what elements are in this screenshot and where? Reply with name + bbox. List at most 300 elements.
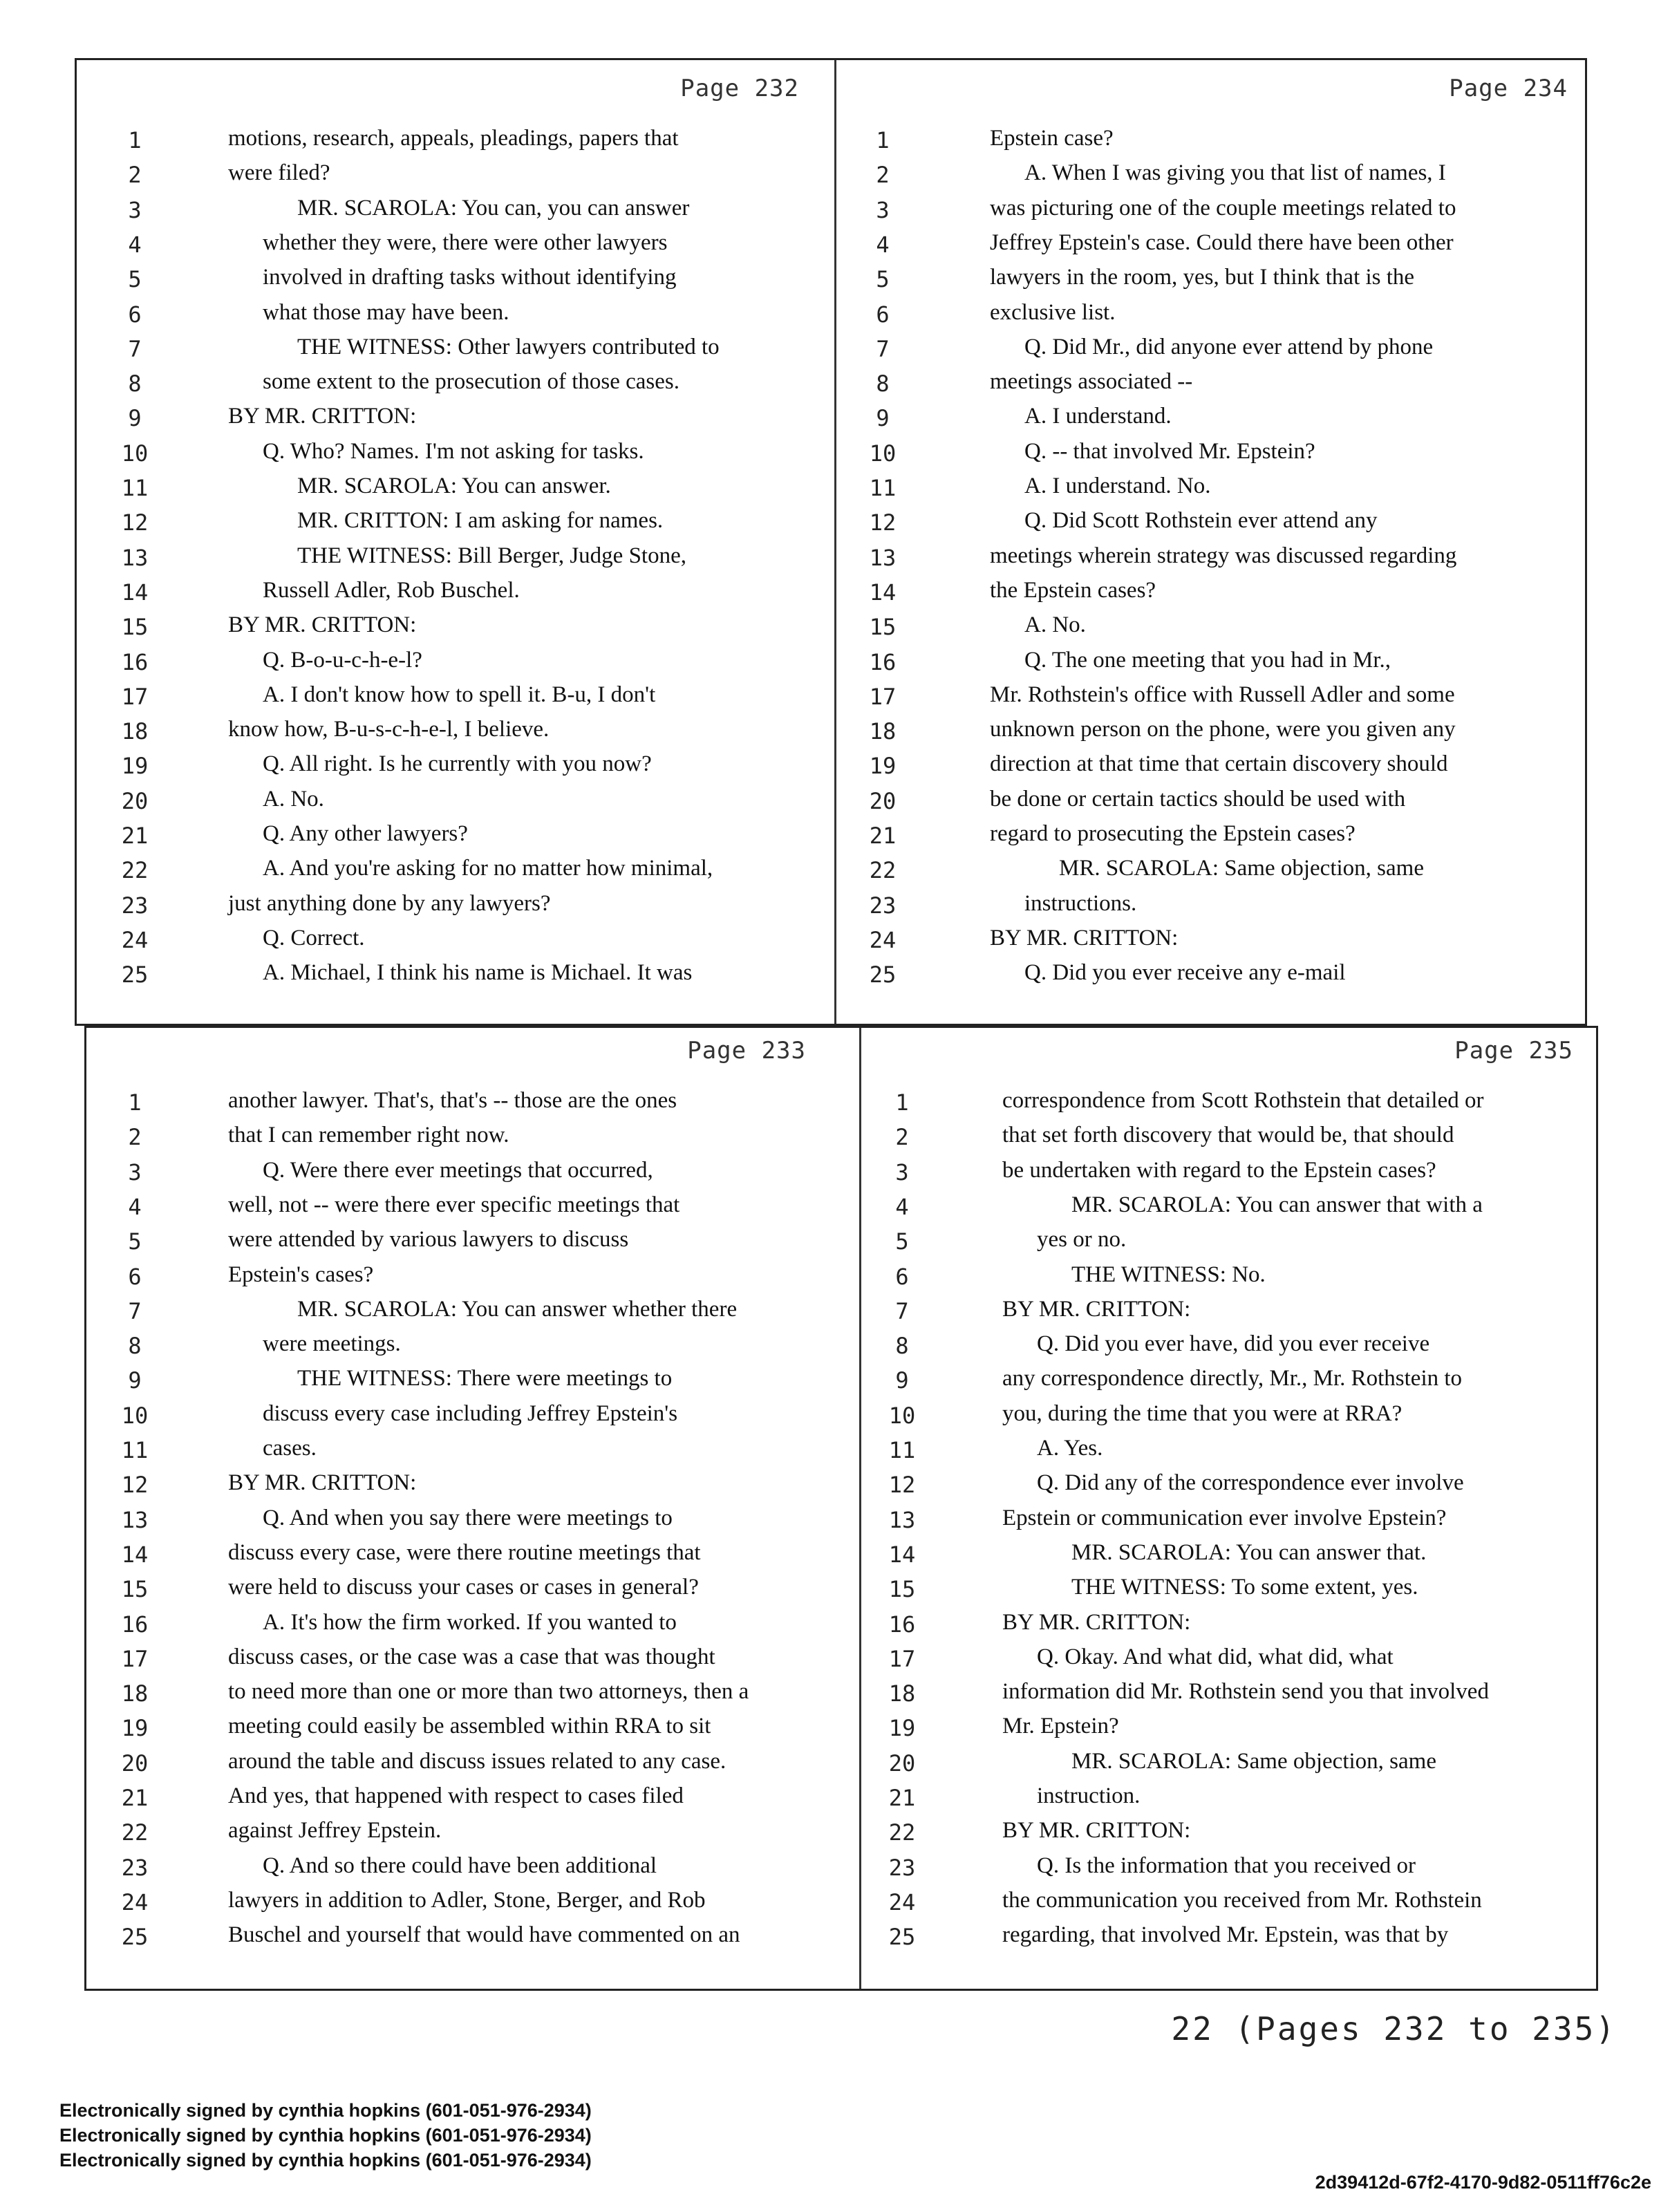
line-text: Q. Did you ever receive any e-mail bbox=[1024, 960, 1346, 986]
line-number: 23 bbox=[869, 892, 897, 919]
line-number: 7 bbox=[876, 335, 890, 362]
line-text: against Jeffrey Epstein. bbox=[228, 1818, 442, 1844]
line-text: discuss every case including Jeffrey Epstein's bbox=[263, 1400, 678, 1426]
line-text: Buschel and yourself that would have commented on an bbox=[228, 1922, 740, 1948]
line-text: unknown person on the phone, were you given any bbox=[990, 717, 1456, 742]
line-text: information did Mr. Rothstein send you that involved bbox=[1002, 1679, 1489, 1705]
transcript-line bbox=[104, 1365, 816, 1399]
line-number: 10 bbox=[888, 1402, 916, 1429]
line-number: 18 bbox=[869, 718, 897, 745]
line-number: 20 bbox=[121, 1750, 149, 1777]
transcript-line bbox=[845, 263, 1577, 298]
line-number: 16 bbox=[888, 1611, 916, 1638]
transcript-line bbox=[845, 611, 1577, 646]
line-text: direction at that time that certain discovery should bbox=[990, 751, 1448, 777]
line-number: 5 bbox=[128, 1228, 142, 1255]
transcript-line bbox=[104, 1330, 816, 1365]
line-text: what those may have been. bbox=[263, 299, 509, 325]
transcript-line bbox=[845, 681, 1577, 715]
line-number: 5 bbox=[876, 266, 890, 293]
transcript-line bbox=[864, 1295, 1583, 1330]
line-text: BY MR. CRITTON: bbox=[228, 1470, 417, 1496]
line-number: 13 bbox=[869, 544, 897, 571]
line-text: Q. All right. Is he currently with you now? bbox=[263, 751, 652, 777]
transcript-line bbox=[104, 1434, 816, 1469]
line-number: 4 bbox=[895, 1193, 909, 1220]
transcript-line bbox=[864, 1852, 1583, 1886]
transcript-line bbox=[104, 1817, 816, 1851]
transcript-line bbox=[104, 1782, 816, 1817]
line-number: 4 bbox=[876, 231, 890, 258]
line-number: 19 bbox=[888, 1715, 916, 1742]
line-number: 16 bbox=[869, 648, 897, 675]
line-number: 25 bbox=[121, 1924, 149, 1951]
line-number: 1 bbox=[128, 1089, 142, 1116]
line-number: 16 bbox=[121, 1611, 149, 1638]
line-number: 21 bbox=[121, 1785, 149, 1811]
transcript-line bbox=[864, 1712, 1583, 1747]
line-number: 9 bbox=[876, 405, 890, 432]
line-text: And yes, that happened with respect to cases filed bbox=[228, 1783, 684, 1808]
line-number: 24 bbox=[121, 1888, 149, 1915]
transcript-line bbox=[845, 229, 1577, 263]
line-number: 6 bbox=[128, 301, 142, 328]
line-text: were meetings. bbox=[263, 1331, 401, 1357]
line-number: 8 bbox=[128, 1333, 142, 1360]
transcript-page-233 bbox=[104, 1037, 816, 1956]
line-number: 2 bbox=[895, 1124, 909, 1151]
line-number: 3 bbox=[876, 196, 890, 223]
line-text: BY MR. CRITTON: bbox=[990, 925, 1179, 950]
line-number: 17 bbox=[869, 683, 897, 710]
line-text: lawyers in addition to Adler, Stone, Berger, and Rob bbox=[228, 1887, 706, 1913]
line-text: meeting could easily be assembled within RRA to sit bbox=[228, 1714, 711, 1739]
transcript-line bbox=[104, 1852, 816, 1886]
transcript-line bbox=[845, 854, 1577, 889]
transcript-line bbox=[104, 229, 809, 263]
transcript-line bbox=[104, 1609, 816, 1643]
line-number: 5 bbox=[895, 1228, 909, 1255]
line-number: 25 bbox=[121, 962, 149, 988]
line-number: 2 bbox=[128, 162, 142, 189]
transcript-line bbox=[864, 1921, 1583, 1956]
line-text: lawyers in the room, yes, but I think that is the bbox=[990, 265, 1415, 290]
line-text: cases. bbox=[263, 1436, 317, 1461]
line-text: Jeffrey Epstein's case. Could there have been other bbox=[990, 229, 1454, 255]
transcript-line bbox=[845, 924, 1577, 959]
signature-line: Electronically signed by cynthia hopkins (601-051-976-2934) bbox=[59, 2125, 592, 2146]
line-text: Epstein or communication ever involve Epstein? bbox=[1002, 1505, 1447, 1530]
line-text: Q. Correct. bbox=[263, 925, 365, 950]
transcript-line bbox=[104, 159, 809, 194]
line-number: 11 bbox=[121, 1437, 149, 1463]
line-number: 17 bbox=[121, 683, 149, 710]
line-number: 10 bbox=[121, 440, 149, 467]
transcript-line bbox=[864, 1504, 1583, 1539]
line-number: 3 bbox=[128, 1159, 142, 1185]
line-text: Russell Adler, Rob Buschel. bbox=[263, 577, 520, 603]
line-number: 19 bbox=[869, 753, 897, 780]
transcript-line bbox=[864, 1573, 1583, 1608]
transcript-line bbox=[864, 1539, 1583, 1573]
line-text: A. Yes. bbox=[1037, 1436, 1103, 1461]
line-text: Epstein's cases? bbox=[228, 1262, 374, 1287]
line-text: exclusive list. bbox=[990, 299, 1116, 325]
transcript-line bbox=[104, 646, 809, 681]
transcript-line bbox=[104, 681, 809, 715]
line-number: 25 bbox=[869, 962, 897, 988]
line-number: 19 bbox=[121, 753, 149, 780]
line-number: 14 bbox=[888, 1541, 916, 1568]
line-number: 13 bbox=[121, 1506, 149, 1533]
line-number: 22 bbox=[121, 1819, 149, 1846]
transcript-line bbox=[104, 1261, 816, 1295]
transcript-line bbox=[104, 1573, 816, 1608]
line-number: 21 bbox=[888, 1785, 916, 1811]
line-text: the communication you received from Mr. Rothstein bbox=[1002, 1887, 1482, 1913]
line-number: 20 bbox=[121, 787, 149, 814]
transcript-line bbox=[104, 577, 809, 611]
transcript-page-235 bbox=[864, 1037, 1583, 1956]
line-number: 21 bbox=[869, 823, 897, 849]
transcript-line bbox=[864, 1469, 1583, 1503]
line-text: another lawyer. That's, that's -- those are the ones bbox=[228, 1088, 677, 1113]
line-text: A. I understand. bbox=[1024, 404, 1172, 429]
line-text: whether they were, there were other lawyers bbox=[263, 229, 668, 255]
transcript-line bbox=[845, 299, 1577, 333]
line-text: BY MR. CRITTON: bbox=[1002, 1609, 1191, 1635]
line-text: A. And you're asking for no matter how minimal, bbox=[263, 856, 713, 881]
transcript-line bbox=[104, 1504, 816, 1539]
transcript-line bbox=[104, 715, 809, 750]
line-text: MR. SCAROLA: You can answer that. bbox=[1071, 1539, 1427, 1565]
transcript-line bbox=[864, 1782, 1583, 1817]
line-text: MR. CRITTON: I am asking for names. bbox=[297, 508, 664, 534]
line-number: 11 bbox=[888, 1437, 916, 1463]
line-text: you, during the time that you were at RRA? bbox=[1002, 1400, 1403, 1426]
transcript-line bbox=[864, 1643, 1583, 1678]
line-text: MR. SCAROLA: You can, you can answer bbox=[297, 195, 690, 221]
line-text: A. Michael, I think his name is Michael. It was bbox=[263, 960, 693, 986]
transcript-line bbox=[845, 959, 1577, 993]
line-number: 24 bbox=[121, 926, 149, 953]
transcript-line bbox=[864, 1400, 1583, 1434]
line-text: THE WITNESS: There were meetings to bbox=[297, 1366, 673, 1391]
line-text: MR. SCAROLA: Same objection, same bbox=[1071, 1748, 1436, 1774]
line-text: were filed? bbox=[228, 160, 330, 186]
line-text: THE WITNESS: Bill Berger, Judge Stone, bbox=[297, 543, 686, 568]
line-number: 15 bbox=[869, 614, 897, 641]
line-text: THE WITNESS: To some extent, yes. bbox=[1071, 1575, 1418, 1600]
line-number: 21 bbox=[121, 823, 149, 849]
transcript-line bbox=[104, 1226, 816, 1260]
line-text: BY MR. CRITTON: bbox=[1002, 1296, 1191, 1322]
transcript-line bbox=[104, 959, 809, 993]
line-text: MR. SCAROLA: You can answer whether there bbox=[297, 1296, 738, 1322]
line-number: 7 bbox=[128, 1297, 142, 1324]
signature-line: Electronically signed by cynthia hopkins (601-051-976-2934) bbox=[59, 2100, 592, 2121]
line-text: THE WITNESS: Other lawyers contributed to bbox=[297, 334, 720, 359]
line-number: 20 bbox=[888, 1750, 916, 1777]
transcript-line bbox=[104, 611, 809, 646]
line-number: 23 bbox=[121, 892, 149, 919]
signature-line: Electronically signed by cynthia hopkins (601-051-976-2934) bbox=[59, 2150, 592, 2171]
line-text: Q. Did you ever have, did you ever receive bbox=[1037, 1331, 1430, 1357]
line-number: 9 bbox=[895, 1367, 909, 1394]
line-number: 14 bbox=[121, 579, 149, 606]
line-text: instructions. bbox=[1024, 890, 1137, 916]
line-text: just anything done by any lawyers? bbox=[228, 890, 551, 916]
line-text: Q. The one meeting that you had in Mr., bbox=[1024, 647, 1391, 673]
transcript-line bbox=[104, 750, 809, 785]
line-text: BY MR. CRITTON: bbox=[1002, 1818, 1191, 1844]
line-number: 6 bbox=[876, 301, 890, 328]
transcript-line bbox=[845, 438, 1577, 472]
transcript-line bbox=[845, 402, 1577, 437]
transcript-line bbox=[104, 1886, 816, 1921]
column-divider bbox=[834, 60, 836, 1024]
line-number: 1 bbox=[128, 127, 142, 153]
line-number: 1 bbox=[895, 1089, 909, 1116]
line-number: 8 bbox=[876, 371, 890, 397]
line-text: BY MR. CRITTON: bbox=[228, 404, 417, 429]
line-text: any correspondence directly, Mr., Mr. Rothstein to bbox=[1002, 1366, 1463, 1391]
line-text: BY MR. CRITTON: bbox=[228, 612, 417, 638]
transcript-line bbox=[864, 1156, 1583, 1191]
line-text: be done or certain tactics should be used with bbox=[990, 786, 1406, 812]
transcript-line bbox=[104, 542, 809, 577]
line-number: 11 bbox=[869, 475, 897, 501]
line-text: regard to prosecuting the Epstein cases? bbox=[990, 821, 1356, 846]
line-text: Q. And when you say there were meetings to bbox=[263, 1505, 673, 1530]
line-number: 22 bbox=[888, 1819, 916, 1846]
page-range-footer: 22 (Pages 232 to 235) bbox=[1171, 2010, 1617, 2047]
transcript-line bbox=[104, 1712, 816, 1747]
line-number: 18 bbox=[121, 718, 149, 745]
transcript-line bbox=[104, 890, 809, 924]
transcript-line bbox=[104, 1295, 816, 1330]
line-text: Mr. Rothstein's office with Russell Adler and some bbox=[990, 682, 1455, 707]
transcript-line bbox=[104, 820, 809, 854]
line-number: 2 bbox=[876, 162, 890, 189]
line-number: 14 bbox=[121, 1541, 149, 1568]
line-number: 15 bbox=[121, 1576, 149, 1603]
line-text: Q. Any other lawyers? bbox=[263, 821, 468, 846]
page-header: Page 232 bbox=[680, 75, 799, 102]
line-text: instruction. bbox=[1037, 1783, 1141, 1808]
line-text: were attended by various lawyers to discuss bbox=[228, 1227, 629, 1253]
line-text: were held to discuss your cases or cases in general? bbox=[228, 1575, 699, 1600]
transcript-line bbox=[845, 715, 1577, 750]
line-text: A. I don't know how to spell it. B-u, I don't bbox=[263, 682, 656, 707]
line-text: A. It's how the firm worked. If you wanted to bbox=[263, 1609, 677, 1635]
transcript-line bbox=[104, 333, 809, 368]
line-text: involved in drafting tasks without identifying bbox=[263, 265, 677, 290]
transcript-line bbox=[864, 1261, 1583, 1295]
transcript-line bbox=[104, 472, 809, 507]
transcript-line bbox=[104, 194, 809, 229]
line-text: Q. Did Scott Rothstein ever attend any bbox=[1024, 508, 1378, 534]
line-text: Q. -- that involved Mr. Epstein? bbox=[1024, 438, 1315, 464]
line-text: yes or no. bbox=[1037, 1227, 1127, 1253]
line-text: Q. Who? Names. I'm not asking for tasks. bbox=[263, 438, 644, 464]
transcript-line bbox=[104, 1747, 816, 1782]
line-text: MR. SCAROLA: You can answer. bbox=[297, 474, 611, 498]
line-number: 18 bbox=[888, 1680, 916, 1707]
line-number: 7 bbox=[128, 335, 142, 362]
transcript-page-232 bbox=[104, 75, 809, 994]
line-text: meetings associated -- bbox=[990, 369, 1193, 395]
line-number: 14 bbox=[869, 579, 897, 606]
line-number: 10 bbox=[869, 440, 897, 467]
transcript-line bbox=[104, 1921, 816, 1956]
line-number: 1 bbox=[876, 127, 890, 153]
transcript-line bbox=[845, 159, 1577, 194]
line-text: discuss every case, were there routine meetings that bbox=[228, 1539, 701, 1565]
line-number: 13 bbox=[888, 1506, 916, 1533]
line-number: 12 bbox=[869, 509, 897, 536]
page-header: Page 234 bbox=[1449, 75, 1568, 102]
line-number: 7 bbox=[895, 1297, 909, 1324]
line-text: discuss cases, or the case was a case that was thought bbox=[228, 1644, 715, 1669]
transcript-line bbox=[104, 1191, 816, 1226]
transcript-line bbox=[845, 507, 1577, 541]
line-number: 24 bbox=[869, 926, 897, 953]
line-text: was picturing one of the couple meetings related to bbox=[990, 195, 1456, 221]
transcript-line bbox=[864, 1121, 1583, 1156]
line-number: 8 bbox=[895, 1333, 909, 1360]
transcript-line bbox=[104, 402, 809, 437]
transcript-line bbox=[104, 785, 809, 820]
line-text: Q. And so there could have been additional bbox=[263, 1853, 657, 1878]
transcript-line bbox=[104, 1678, 816, 1712]
line-text: THE WITNESS: No. bbox=[1071, 1262, 1266, 1287]
transcript-line bbox=[845, 785, 1577, 820]
transcript-line bbox=[864, 1191, 1583, 1226]
transcript-line bbox=[845, 750, 1577, 785]
line-text: around the table and discuss issues related to any case. bbox=[228, 1748, 726, 1774]
line-number: 4 bbox=[128, 1193, 142, 1220]
line-text: be undertaken with regard to the Epstein cases? bbox=[1002, 1157, 1436, 1183]
line-number: 24 bbox=[888, 1888, 916, 1915]
transcript-line bbox=[864, 1087, 1583, 1121]
line-number: 12 bbox=[121, 1472, 149, 1499]
line-text: meetings wherein strategy was discussed regarding bbox=[990, 543, 1457, 568]
line-text: that set forth discovery that would be, that should bbox=[1002, 1123, 1454, 1148]
line-number: 23 bbox=[888, 1854, 916, 1881]
transcript-line bbox=[845, 368, 1577, 402]
transcript-line bbox=[104, 1643, 816, 1678]
line-number: 23 bbox=[121, 1854, 149, 1881]
line-text: A. I understand. No. bbox=[1024, 474, 1211, 498]
line-text: motions, research, appeals, pleadings, papers that bbox=[228, 126, 679, 151]
transcript-line bbox=[104, 368, 809, 402]
line-number: 20 bbox=[869, 787, 897, 814]
line-number: 18 bbox=[121, 1680, 149, 1707]
line-number: 2 bbox=[128, 1124, 142, 1151]
line-number: 15 bbox=[121, 614, 149, 641]
line-number: 9 bbox=[128, 405, 142, 432]
line-number: 5 bbox=[128, 266, 142, 293]
line-number: 6 bbox=[128, 1263, 142, 1290]
line-text: Q. Is the information that you received or bbox=[1037, 1853, 1416, 1878]
transcript-line bbox=[845, 820, 1577, 854]
transcript-line bbox=[845, 542, 1577, 577]
transcript-line bbox=[104, 854, 809, 889]
line-text: correspondence from Scott Rothstein that detailed or bbox=[1002, 1088, 1484, 1113]
transcript-line bbox=[864, 1226, 1583, 1260]
line-number: 11 bbox=[121, 475, 149, 501]
document-id: 2d39412d-67f2-4170-9d82-0511ff76c2e bbox=[1315, 2172, 1651, 2193]
transcript-line bbox=[104, 438, 809, 472]
line-number: 15 bbox=[888, 1576, 916, 1603]
line-number: 22 bbox=[121, 857, 149, 884]
line-number: 10 bbox=[121, 1402, 149, 1429]
transcript-line bbox=[845, 472, 1577, 507]
line-number: 9 bbox=[128, 1367, 142, 1394]
line-text: Q. Okay. And what did, what did, what bbox=[1037, 1644, 1394, 1669]
transcript-line bbox=[104, 263, 809, 298]
transcript-line bbox=[104, 1121, 816, 1156]
transcript-line bbox=[845, 890, 1577, 924]
transcript-line bbox=[864, 1365, 1583, 1399]
line-text: Q. Were there ever meetings that occurred, bbox=[263, 1157, 653, 1183]
transcript-line bbox=[864, 1747, 1583, 1782]
line-number: 22 bbox=[869, 857, 897, 884]
transcript-line bbox=[864, 1678, 1583, 1712]
line-text: to need more than one or more than two attorneys, then a bbox=[228, 1679, 749, 1705]
line-text: A. No. bbox=[1024, 612, 1086, 638]
line-text: know how, B-u-s-c-h-e-l, I believe. bbox=[228, 717, 550, 742]
line-number: 3 bbox=[128, 196, 142, 223]
line-text: Q. Did any of the correspondence ever involve bbox=[1037, 1470, 1464, 1496]
transcript-line bbox=[864, 1817, 1583, 1851]
transcript-line bbox=[104, 1156, 816, 1191]
line-text: Q. Did Mr., did anyone ever attend by phone bbox=[1024, 334, 1434, 359]
line-text: Mr. Epstein? bbox=[1002, 1714, 1119, 1739]
line-text: A. When I was giving you that list of names, I bbox=[1024, 160, 1446, 186]
line-text: Q. B-o-u-c-h-e-l? bbox=[263, 647, 422, 673]
transcript-line bbox=[845, 646, 1577, 681]
transcript-line bbox=[104, 1087, 816, 1121]
transcript-line bbox=[845, 124, 1577, 159]
transcript-line bbox=[845, 333, 1577, 368]
line-text: Epstein case? bbox=[990, 126, 1114, 151]
line-number: 17 bbox=[888, 1645, 916, 1672]
line-number: 4 bbox=[128, 231, 142, 258]
line-number: 8 bbox=[128, 371, 142, 397]
line-text: that I can remember right now. bbox=[228, 1123, 509, 1148]
transcript-line bbox=[104, 924, 809, 959]
transcript-line bbox=[104, 1539, 816, 1573]
line-number: 17 bbox=[121, 1645, 149, 1672]
line-text: the Epstein cases? bbox=[990, 577, 1156, 603]
transcript-line bbox=[104, 1469, 816, 1503]
page-header: Page 233 bbox=[687, 1037, 806, 1065]
line-number: 6 bbox=[895, 1263, 909, 1290]
transcript-line bbox=[104, 299, 809, 333]
column-divider bbox=[859, 1028, 861, 1989]
transcript-line bbox=[864, 1434, 1583, 1469]
transcript-line bbox=[104, 1400, 816, 1434]
line-number: 16 bbox=[121, 648, 149, 675]
page-header: Page 235 bbox=[1454, 1037, 1573, 1065]
line-text: A. No. bbox=[263, 786, 324, 812]
line-number: 19 bbox=[121, 1715, 149, 1742]
line-number: 3 bbox=[895, 1159, 909, 1185]
transcript-line bbox=[845, 577, 1577, 611]
transcript-line bbox=[864, 1886, 1583, 1921]
